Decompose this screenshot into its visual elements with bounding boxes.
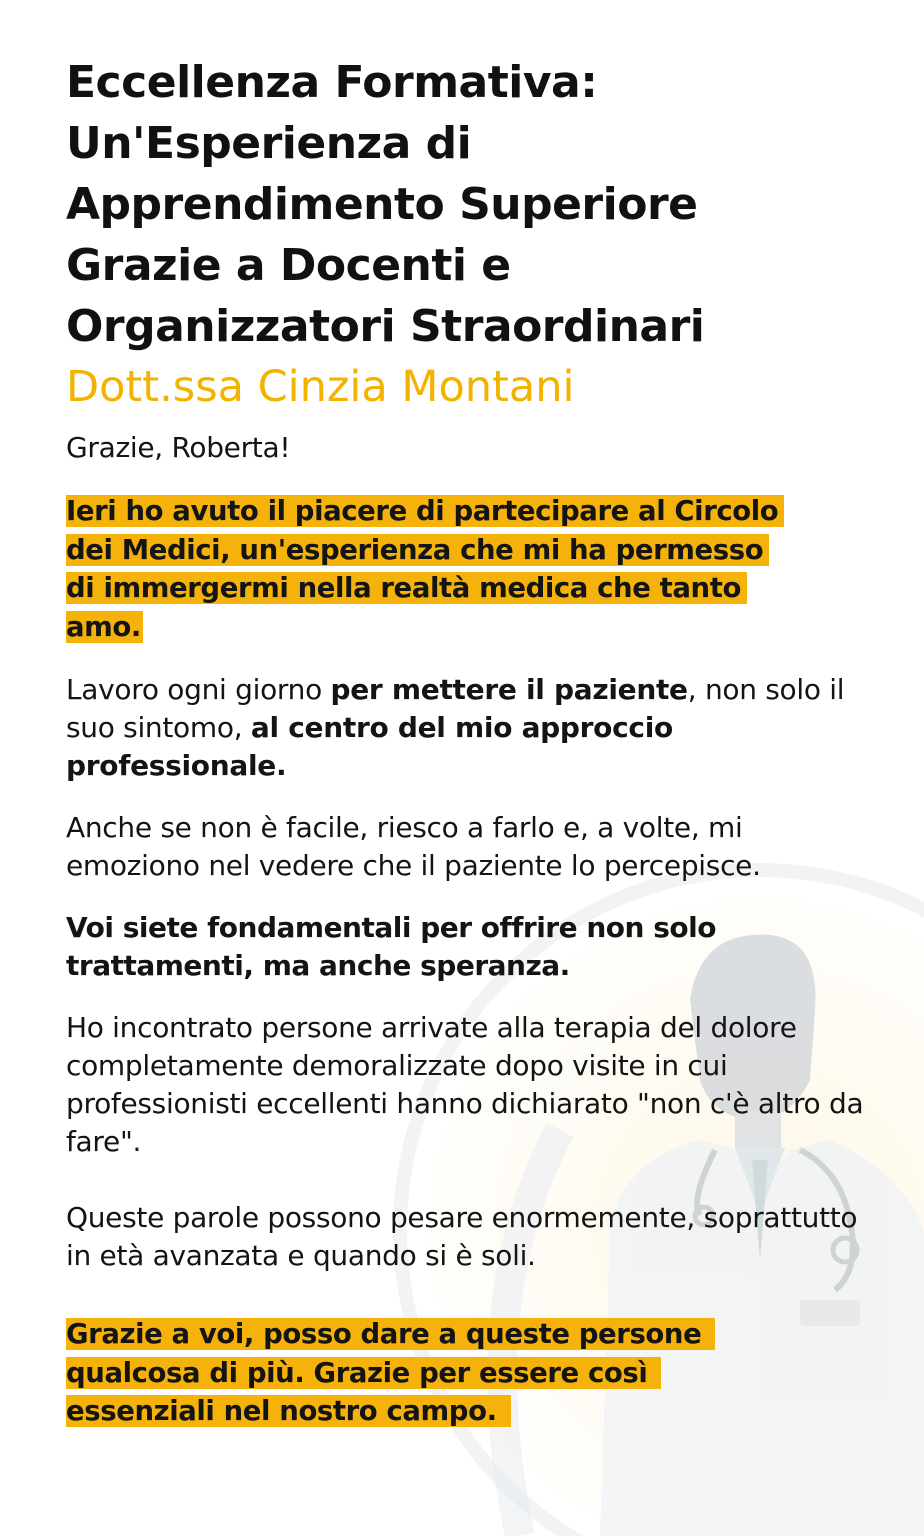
bold-fragment: al centro del mio approccio professionale. bbox=[66, 711, 673, 782]
highlight-line: Grazie a voi, posso dare a queste persone bbox=[66, 1318, 715, 1350]
bold-fragment: per mettere il paziente bbox=[330, 673, 688, 706]
highlight-line: di immergermi nella realtà medica che tanto bbox=[66, 572, 747, 604]
testimonial-content bbox=[66, 52, 866, 1431]
title-line: Apprendimento Superiore bbox=[66, 179, 698, 230]
paragraph-approach bbox=[66, 671, 866, 785]
paragraph-words: Queste parole possono pesare enormemente, soprattutto in età avanzata e quando si è soli. bbox=[66, 1201, 858, 1272]
title-line: Un'Esperienza di bbox=[66, 118, 472, 169]
author-name: Dott.ssa Cinzia Montani bbox=[66, 362, 575, 412]
page-title bbox=[66, 52, 866, 357]
title-line: Eccellenza Formativa: bbox=[66, 57, 598, 108]
highlight-line: essenziali nel nostro campo. bbox=[66, 1395, 511, 1427]
text-fragment: , non solo il suo sintomo, bbox=[66, 673, 845, 744]
paragraph-hope: Voi siete fondamentali per offrire non solo trattamenti, ma anche speranza. bbox=[66, 911, 716, 982]
highlight-line: Ieri ho avuto il piacere di partecipare al Circolo bbox=[66, 495, 784, 527]
text-fragment: Lavoro ogni giorno bbox=[66, 673, 331, 706]
highlight-paragraph-2 bbox=[66, 1315, 866, 1431]
paragraph-patients: Ho incontrato persone arrivate alla terapia del dolore completamente demoralizzate dopo visite in cui professionisti eccellenti hanno dichiarato "non c'è altro da fare". bbox=[66, 1011, 864, 1158]
highlight-line: qualcosa di più. Grazie per essere così bbox=[66, 1357, 661, 1389]
title-line: Organizzatori Straordinari bbox=[66, 301, 705, 352]
highlight-line: amo. bbox=[66, 610, 141, 643]
highlight-line: dei Medici, un'esperienza che mi ha permesso bbox=[66, 534, 769, 566]
highlight-paragraph-1 bbox=[66, 492, 866, 646]
title-line: Grazie a Docenti e bbox=[66, 240, 511, 291]
greeting: Grazie, Roberta! bbox=[66, 431, 291, 464]
paragraph-emotion: Anche se non è facile, riesco a farlo e, a volte, mi emoziono nel vedere che il paziente lo percepisce. bbox=[66, 811, 761, 882]
